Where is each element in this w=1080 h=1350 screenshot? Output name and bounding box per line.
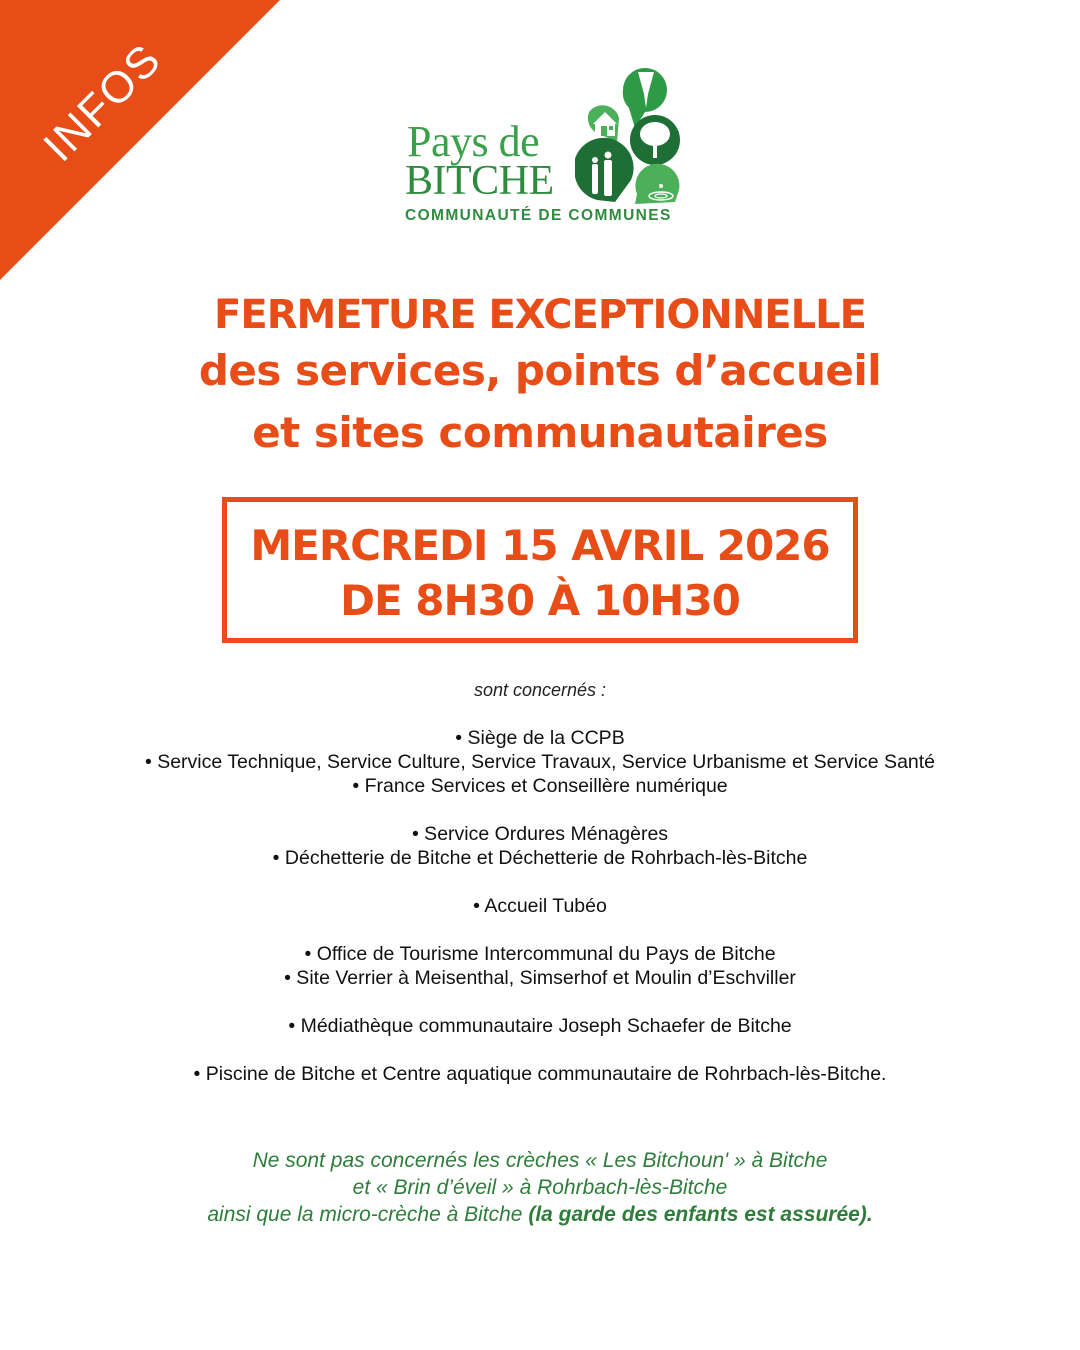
- list-item: • Siège de la CCPB: [455, 727, 625, 749]
- service-group: [0, 726, 1080, 798]
- pays-de-bitche-logo: [400, 62, 685, 232]
- people-icon: [575, 138, 634, 202]
- infos-corner-label: INFOS: [34, 34, 172, 172]
- closure-date: MERCREDI 15 AVRIL 2026: [250, 521, 830, 570]
- concerned-intro: sont concernés :: [473, 680, 607, 700]
- note-line-3-period: .: [866, 1203, 873, 1226]
- list-item: • Service Technique, Service Culture, Service Travaux, Service Urbanisme et Service Santé: [144, 751, 936, 773]
- list-item: • Service Ordures Ménagères: [411, 823, 669, 845]
- date-box: [222, 497, 858, 643]
- exception-note: [0, 1147, 1080, 1228]
- service-group: [0, 1014, 1080, 1038]
- list-item: • Site Verrier à Meisenthal, Simserhof et Moulin d’Eschviller: [284, 967, 796, 989]
- list-item: • Déchetterie de Bitche et Déchetterie de Rohrbach-lès-Bitche: [272, 847, 808, 869]
- logo-text-bitche: BITCHE: [405, 158, 554, 204]
- service-group: [0, 894, 1080, 918]
- headline-subtitle-1: des services, points d’accueil: [198, 346, 882, 395]
- service-group: [0, 1062, 1080, 1086]
- headline-title: FERMETURE EXCEPTIONNELLE: [214, 292, 866, 338]
- headline: [0, 290, 1080, 464]
- note-line-3-text: ainsi que la micro-crèche à Bitche: [207, 1203, 529, 1226]
- note-line-1: Ne sont pas concernés les crèches « Les Bitchoun' » à Bitche: [252, 1149, 828, 1172]
- closure-time-range: DE 8H30 À 10H30: [340, 576, 740, 625]
- list-item: • France Services et Conseillère numérique: [352, 775, 728, 797]
- list-item: • Office de Tourisme Intercommunal du Pays de Bitche: [304, 943, 776, 965]
- note-line-3: [0, 1201, 1080, 1228]
- logo-mark: [575, 62, 685, 207]
- note-line-3-emphasis: (la garde des enfants est assurée): [528, 1203, 867, 1226]
- logo-text-pays-de: Pays de: [407, 117, 540, 166]
- list-item: • Accueil Tubéo: [473, 895, 607, 917]
- water-drop-icon: [635, 164, 679, 204]
- concerned-services: [0, 678, 1080, 1110]
- house-icon: [588, 105, 619, 142]
- list-item: • Piscine de Bitche et Centre aquatique communautaire de Rohrbach-lès-Bitche.: [193, 1063, 887, 1085]
- list-item: • Médiathèque communautaire Joseph Schaefer de Bitche: [288, 1015, 792, 1037]
- note-line-2: et « Brin d’éveil » à Rohrbach-lès-Bitche: [352, 1176, 728, 1199]
- logo-text-communaute: COMMUNAUTÉ DE COMMUNES: [405, 207, 672, 224]
- headline-subtitle-2: et sites communautaires: [252, 408, 828, 457]
- service-group: [0, 942, 1080, 990]
- service-group: [0, 822, 1080, 870]
